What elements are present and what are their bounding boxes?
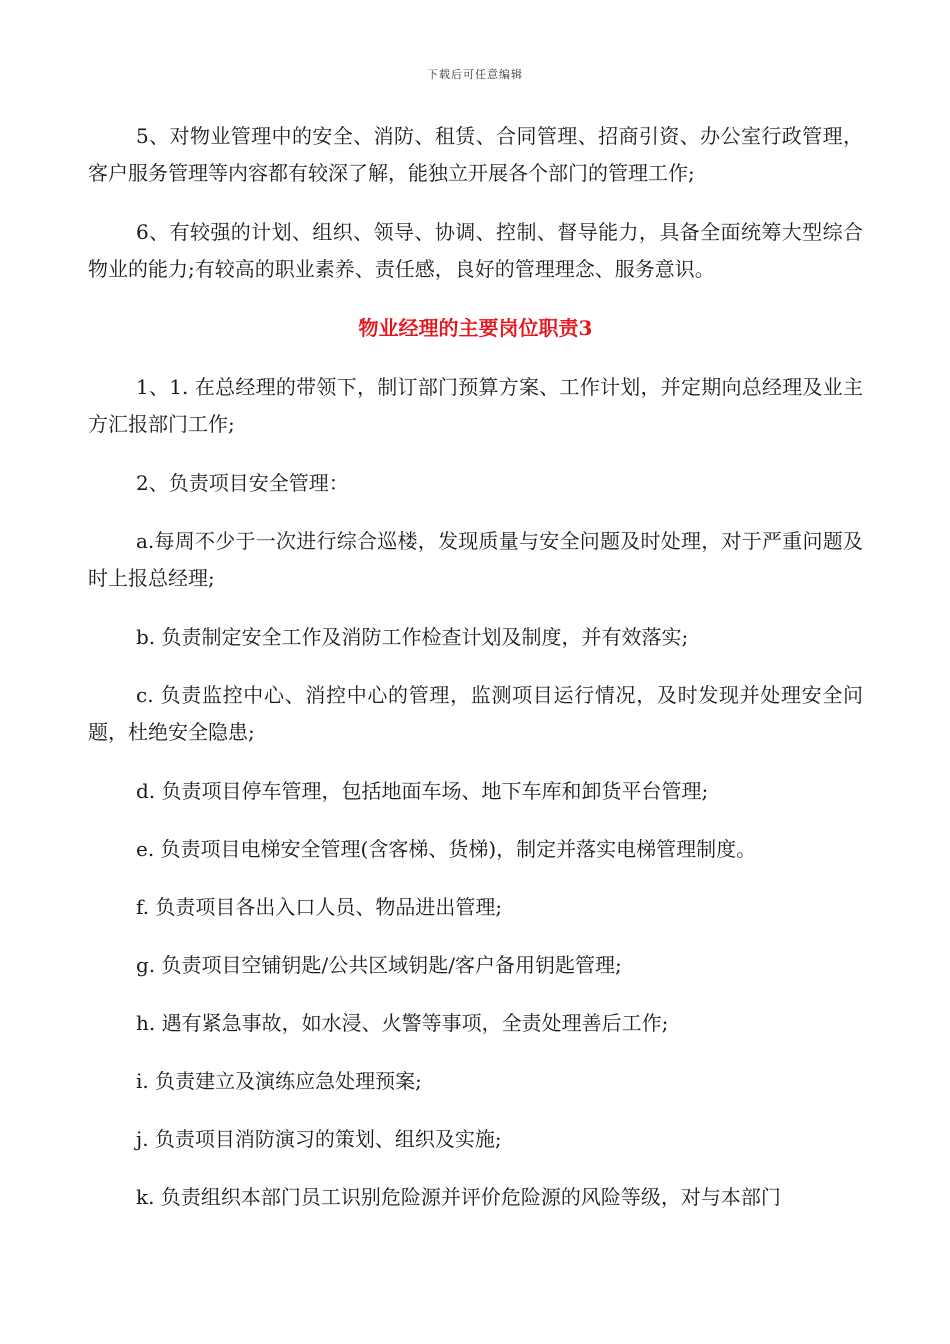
duty-item-h: h. 遇有紧急事故，如水浸、火警等事项，全责处理善后工作; bbox=[136, 1011, 669, 1035]
paragraph-6: 6、有较强的计划、组织、领导、协调、控制、督导能力，具备全面统筹大型综合物业的能力;有较高的职业素养、责任感，良好的管理理念、服务意识。 bbox=[88, 220, 863, 281]
duty-item-i: i. 负责建立及演练应急处理预案; bbox=[136, 1069, 422, 1093]
duty-item-g: g. 负责项目空铺钥匙/公共区域钥匙/客户备用钥匙管理; bbox=[136, 953, 622, 977]
paragraph-5: 5、对物业管理中的安全、消防、租赁、合同管理、招商引资、办公室行政管理，客户服务管理等内容都有较深了解，能独立开展各个部门的管理工作; bbox=[88, 124, 863, 185]
duty-item-1: 1、1. 在总经理的带领下，制订部门预算方案、工作计划，并定期向总经理及业主方汇报部门工作; bbox=[88, 375, 863, 436]
duty-item-b: b. 负责制定安全工作及消防工作检查计划及制度，并有效落实; bbox=[136, 625, 689, 649]
duty-item-2: 2、负责项目安全管理： bbox=[136, 471, 349, 495]
duty-item-k: k. 负责组织本部门员工识别危险源并评价危险源的风险等级，对与本部门 bbox=[136, 1185, 781, 1209]
duty-item-e: e. 负责项目电梯安全管理(含客梯、货梯)，制定并落实电梯管理制度。 bbox=[136, 837, 757, 861]
duty-item-f: f. 负责项目各出入口人员、物品进出管理; bbox=[136, 895, 503, 919]
document-body bbox=[88, 118, 863, 1237]
duty-item-d: d. 负责项目停车管理，包括地面车场、地下车库和卸货平台管理; bbox=[136, 779, 709, 803]
header-note: 下载后可任意编辑 bbox=[427, 68, 523, 81]
duty-item-c: c. 负责监控中心、消控中心的管理，监测项目运行情况，及时发现并处理安全问题，杜绝安全隐患; bbox=[88, 683, 863, 744]
section-heading: 物业经理的主要岗位职责3 bbox=[358, 316, 593, 340]
duty-item-j: j. 负责项目消防演习的策划、组织及实施; bbox=[136, 1127, 502, 1151]
duty-item-a: a.每周不少于一次进行综合巡楼，发现质量与安全问题及时处理，对于严重问题及时上报总经理; bbox=[88, 529, 863, 590]
